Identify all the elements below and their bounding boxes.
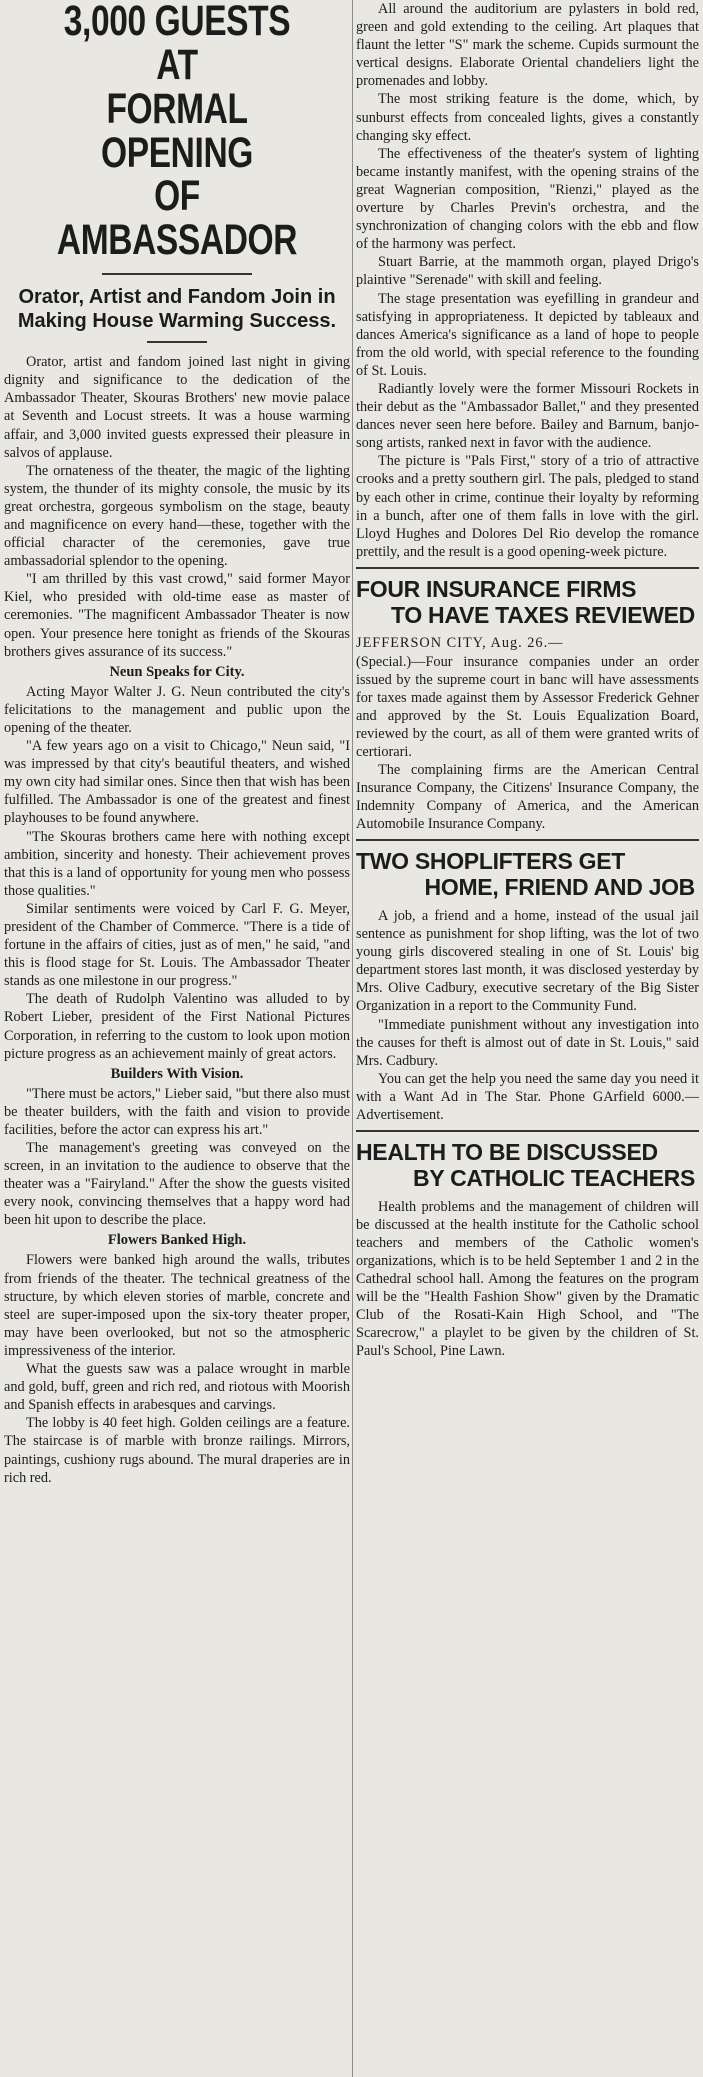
left-column [4, 0, 350, 2077]
paragraph: The stage presentation was eyefilling in grandeur and satisfying in appropriateness. It depicted by tableaux and dances America's significance as a land of hope to people from the old world, with special reference to the founding of St. Louis. [356, 290, 699, 379]
subhead-builders: Builders With Vision. [110, 1065, 244, 1082]
paragraph: Flowers were banked high around the walls, tributes from friends of the theater. The technical greatness of the structure, by which eleven stories of marble, concrete and steel are super-imposed upon the six-tory theater proper, may have been overlooked, but not so the atmospheric impressiveness of the interior. [4, 1252, 350, 1359]
shoplifters-story-body [356, 907, 699, 1124]
dateline: JEFFERSON CITY, Aug. 26.— [356, 635, 564, 652]
paragraph: "Immediate punishment without any investigation into the causes for theft is almost out of date in St. Louis," said Mrs. Cadbury. [356, 1016, 699, 1069]
main-story-continued [356, 0, 699, 561]
paragraph: (Special.)—Four insurance companies under an order issued by the supreme court in banc will have assessments for taxes made against them by Assessor Frederick Gehner and approved by the St. Louis Equalization Board, reviewed by the court, as all of them were granted writs of certiorari. [356, 653, 699, 760]
paragraph: Stuart Barrie, at the mammoth organ, played Drigo's plaintive "Serenade" with skill and feeling. [356, 254, 699, 289]
main-deck: Orator, Artist and Fandom Join in Making House Warming Success. [17, 286, 337, 333]
health-headline [356, 1140, 699, 1192]
insurance-headline-line-2: TO HAVE TAXES REVIEWED [391, 601, 695, 628]
paragraph: The complaining firms are the American Central Insurance Company, the Citizens' Insurance Company, the Indemnity Company of America, and the American Automobile Insurance Company. [356, 762, 699, 833]
advertisement: You can get the help you need the same day you need it with a Want Ad in The Star. Phone GArfield 6000.—Advertisement. [356, 1070, 699, 1123]
paragraph: Radiantly lovely were the former Missouri Rockets in their debut as the "Ambassador Ballet," and they presented dances never seen here before. Bailey and Barnum, banjo-song artists, ranked next in favor with the audience. [356, 380, 699, 452]
main-headline-line-1: 3,000 GUESTS AT [63, 0, 291, 89]
paragraph: The lobby is 40 feet high. Golden ceilings are a feature. The staircase is of marble with bronze railings. Mirrors, paintings, cushiony rugs abound. The mural draperies are in rich red. [4, 1415, 350, 1486]
paragraph: Acting Mayor Walter J. G. Neun contributed the city's felicitations to the management and public upon the opening of the theater. [4, 683, 350, 736]
paragraph: "The Skouras brothers came here with nothing except ambition, sincerity and honesty. Their achievement proves that this is a land of opportunity for young men who possess those qualities." [4, 828, 350, 899]
shoplifters-headline-line-1: TWO SHOPLIFTERS GET [356, 848, 626, 875]
paragraph: Health problems and the management of children will be discussed at the health institute for the Catholic school teachers and members of the Catholic women's organizations, which is to be held September 1 and 2 in the Cathedral school hall. Among the features on the program will be the "Health Fashion Show" given by the Dramatic Club of the Rosati-Kain High School, and "The Scarecrow," a playlet to be given by the children of St. Paul's School, Pine Lawn. [356, 1198, 699, 1360]
paragraph: "There must be actors," Lieber said, "but there also must be theater builders, with the faith and vision to provide facilities, before the actor can express his art." [4, 1085, 350, 1138]
main-story-body [4, 353, 350, 1487]
paragraph: Orator, artist and fandom joined last night in giving dignity and significance to the dedication of the Ambassador Theater, Skouras Brothers' new movie palace at Seventh and Locust streets. It was a house warming affair, and 3,000 invited guests expressed their pleasure in salvos of applause. [4, 354, 350, 461]
paragraph: The death of Rudolph Valentino was alluded to by Robert Lieber, president of the First National Pictures Corporation, in referring to the custom to look upon motion picture progress as an achievement mainly of great actors. [4, 991, 350, 1062]
paragraph: What the guests saw was a palace wrought in marble and gold, buff, green and rich red, and riotous with Moorish and Spanish effects in arabesques and carvings. [4, 1361, 350, 1414]
insurance-headline [356, 577, 699, 629]
insurance-headline-line-1: FOUR INSURANCE FIRMS [356, 575, 637, 602]
paragraph: The management's greeting was conveyed on the screen, in an invitation to the audience to observe that the theater was a "Fairyland." After the show the guests visited every nook, convincing themselves that a happy word had been hit upon to describe the place. [4, 1140, 350, 1229]
paragraph: The effectiveness of the theater's system of lighting became instantly manifest, with the opening strains of the great Wagnerian composition, "Rienzi," played as the overture by Charles Previn's orchestra, and the synchronization of changing colors with the ebb and flow of the harmony was perfect. [356, 145, 699, 253]
insurance-story-body [356, 634, 699, 833]
main-headline [4, 0, 350, 263]
paragraph: A job, a friend and a home, instead of the usual jail sentence as punishment for shop lifting, was the lot of two young girls discovered stealing in one of St. Louis' big department stores last month, it was disclosed yesterday by Mrs. Olive Cadbury, executive secretary of the Big Sister Organization in a report to the Community Fund. [356, 907, 699, 1015]
deck-divider [147, 341, 207, 343]
right-column [356, 0, 699, 2077]
health-story-body [356, 1198, 699, 1361]
health-headline-line-2: BY CATHOLIC TEACHERS [413, 1164, 695, 1191]
story-divider [356, 1130, 699, 1132]
story-divider [356, 839, 699, 841]
headline-divider [102, 273, 252, 275]
paragraph: All around the auditorium are pylasters in bold red, green and gold extending to the ceiling. Art plaques that flaunt the letter "S" mark the scheme. Cupids surmount the vertical designs. Elaborate Oriental chandeliers light the promenades and lobby. [356, 1, 699, 90]
shoplifters-headline [356, 849, 699, 901]
paragraph: Similar sentiments were voiced by Carl F. G. Meyer, president of the Chamber of Commerce. "There is a tide of fortune in the affairs of cities, just as of men," he said, "and this is flood stage for St. Louis. The Ambassador Theater stands as one milestone in our progress." [4, 900, 350, 990]
main-headline-line-2: FORMAL OPENING [101, 84, 253, 177]
paragraph: "A few years ago on a visit to Chicago," Neun said, "I was impressed by that city's beautiful theaters, and wished my own city had similar ones. Since then that wish has been fulfilled. The Ambassador is one of the greatest and finest playhouses to be found anywhere. [4, 738, 350, 827]
subhead-flowers: Flowers Banked High. [107, 1232, 247, 1249]
shoplifters-headline-line-2: HOME, FRIEND AND JOB [424, 874, 695, 901]
paragraph: "I am thrilled by this vast crowd," said former Mayor Kiel, who presided with old-time ease as master of ceremonies. "The magnificent Ambassador Theater is now open. Your presence here tonight as friends of the Skouras brothers gives assurance of its success." [4, 571, 350, 660]
paragraph: The picture is "Pals First," story of a trio of attractive crooks and a pretty southern girl. The pals, pledged to stand by each other in crime, continue their loyalty by reforming in a bunch, after one of them falls in love with the girl. Lloyd Hughes and Dolores Del Rio develop the romance prettily, and the result is a good opening-week picture. [356, 453, 699, 560]
paragraph: The ornateness of the theater, the magic of the lighting system, the thunder of its mighty console, the music by its great orchestra, gorgeous symbolism on the stage, beauty and magnificence on every hand—these, together with the official character of the ceremonies, gave true ambassadorial splendor to the opening. [4, 462, 350, 570]
column-rule [352, 0, 353, 2077]
paragraph: The most striking feature is the dome, which, by sunburst effects from concealed lights, gives a constantly changing sky effect. [356, 91, 699, 144]
subhead-neun: Neun Speaks for City. [109, 663, 245, 680]
story-divider [356, 567, 699, 569]
health-headline-line-1: HEALTH TO BE DISCUSSED [356, 1139, 658, 1166]
main-headline-line-3: OF AMBASSADOR [56, 172, 298, 265]
